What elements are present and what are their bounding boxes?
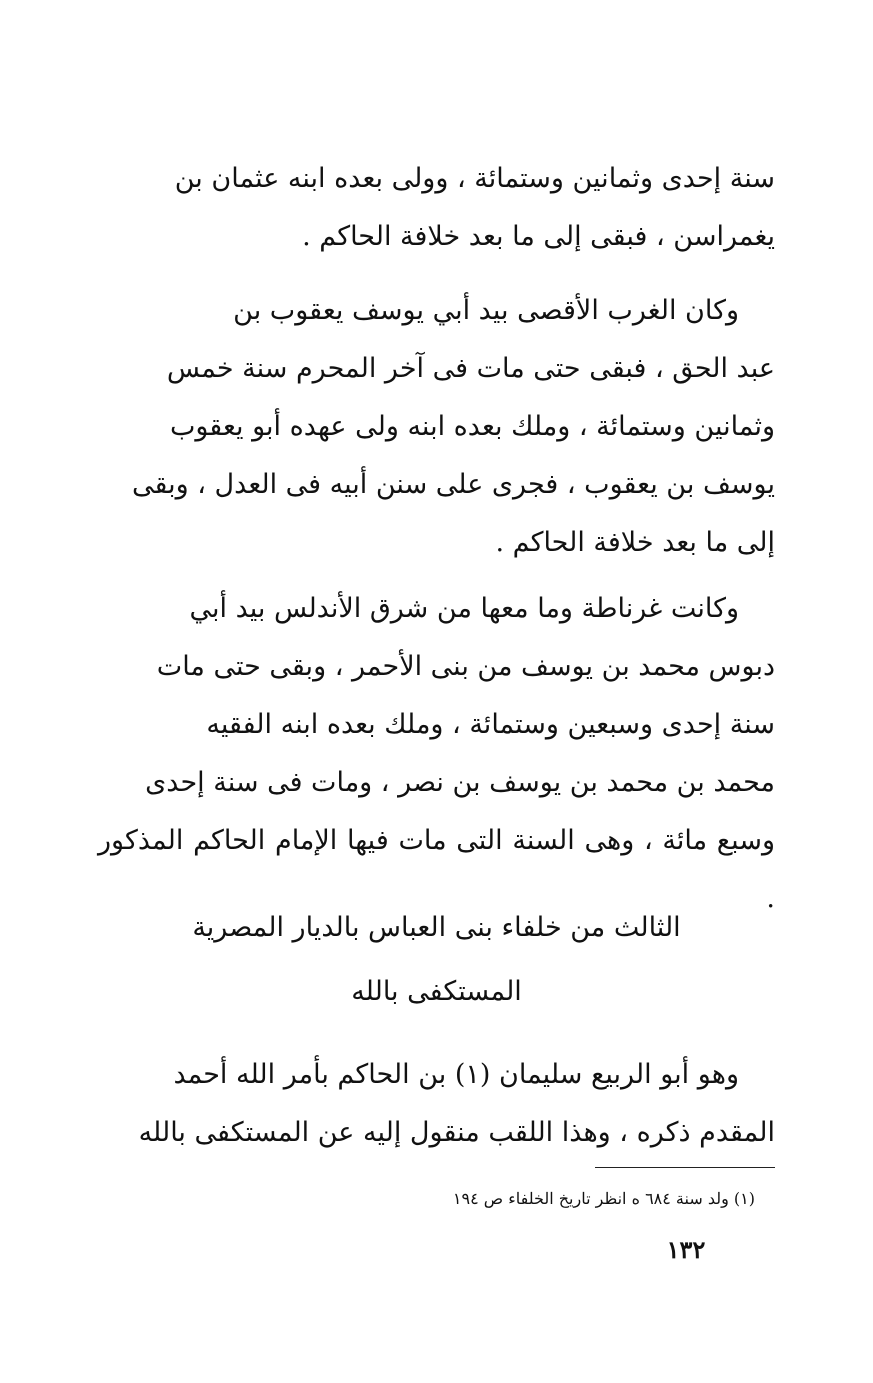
paragraph-line: وكانت غرناطة وما معها من شرق الأندلس بيد أبي: [189, 593, 739, 624]
section-title: الثالث من خلفاء بنى العباس بالديار المصرية: [192, 912, 681, 943]
paragraph-2: [98, 282, 775, 572]
paragraph-line: وهو أبو الربيع سليمان (١) بن الحاكم بأمر الله أحمد: [173, 1059, 739, 1090]
paragraph-line: يغمراسن ، فبقى إلى ما بعد خلافة الحاكم .: [302, 221, 775, 252]
caliph-name-heading: المستكفى بالله: [351, 976, 522, 1007]
paragraph-line: دبوس محمد بن يوسف من بنى الأحمر ، وبقى حتى مات: [156, 651, 775, 682]
paragraph-line: وثمانين وستمائة ، وملك بعده ابنه ولى عهده أبو يعقوب: [169, 411, 775, 442]
paragraph-line: إلى ما بعد خلافة الحاكم .: [495, 527, 775, 558]
paragraph-1: [98, 150, 775, 266]
paragraph-4: [98, 1046, 775, 1162]
paragraph-line: محمد بن محمد بن يوسف بن نصر ، ومات فى سنة إحدى: [145, 767, 775, 798]
footnote-divider: [595, 1167, 775, 1168]
paragraph-line: سنة إحدى وثمانين وستمائة ، وولى بعده ابنه عثمان بن: [174, 163, 775, 194]
paragraph-line: وسبع مائة ، وهى السنة التى مات فيها الإمام الحاكم المذكور .: [98, 825, 775, 914]
paragraph-line: عبد الحق ، فبقى حتى مات فى آخر المحرم سنة خمس: [166, 353, 775, 384]
footnote: (١) ولد سنة ٦٨٤ ه انظر تاريخ الخلفاء ص ١٩٤: [452, 1189, 755, 1208]
paragraph-3: [98, 580, 775, 928]
paragraph-line: المقدم ذكره ، وهذا اللقب منقول إليه عن المستكفى بالله: [138, 1117, 775, 1148]
paragraph-line: يوسف بن يعقوب ، فجرى على سنن أبيه فى العدل ، وبقى: [131, 469, 775, 500]
page-number: ١٣٢: [666, 1235, 706, 1264]
paragraph-line: وكان الغرب الأقصى بيد أبي يوسف يعقوب بن: [233, 295, 739, 326]
paragraph-line: سنة إحدى وسبعين وستمائة ، وملك بعده ابنه الفقيه: [206, 709, 775, 740]
